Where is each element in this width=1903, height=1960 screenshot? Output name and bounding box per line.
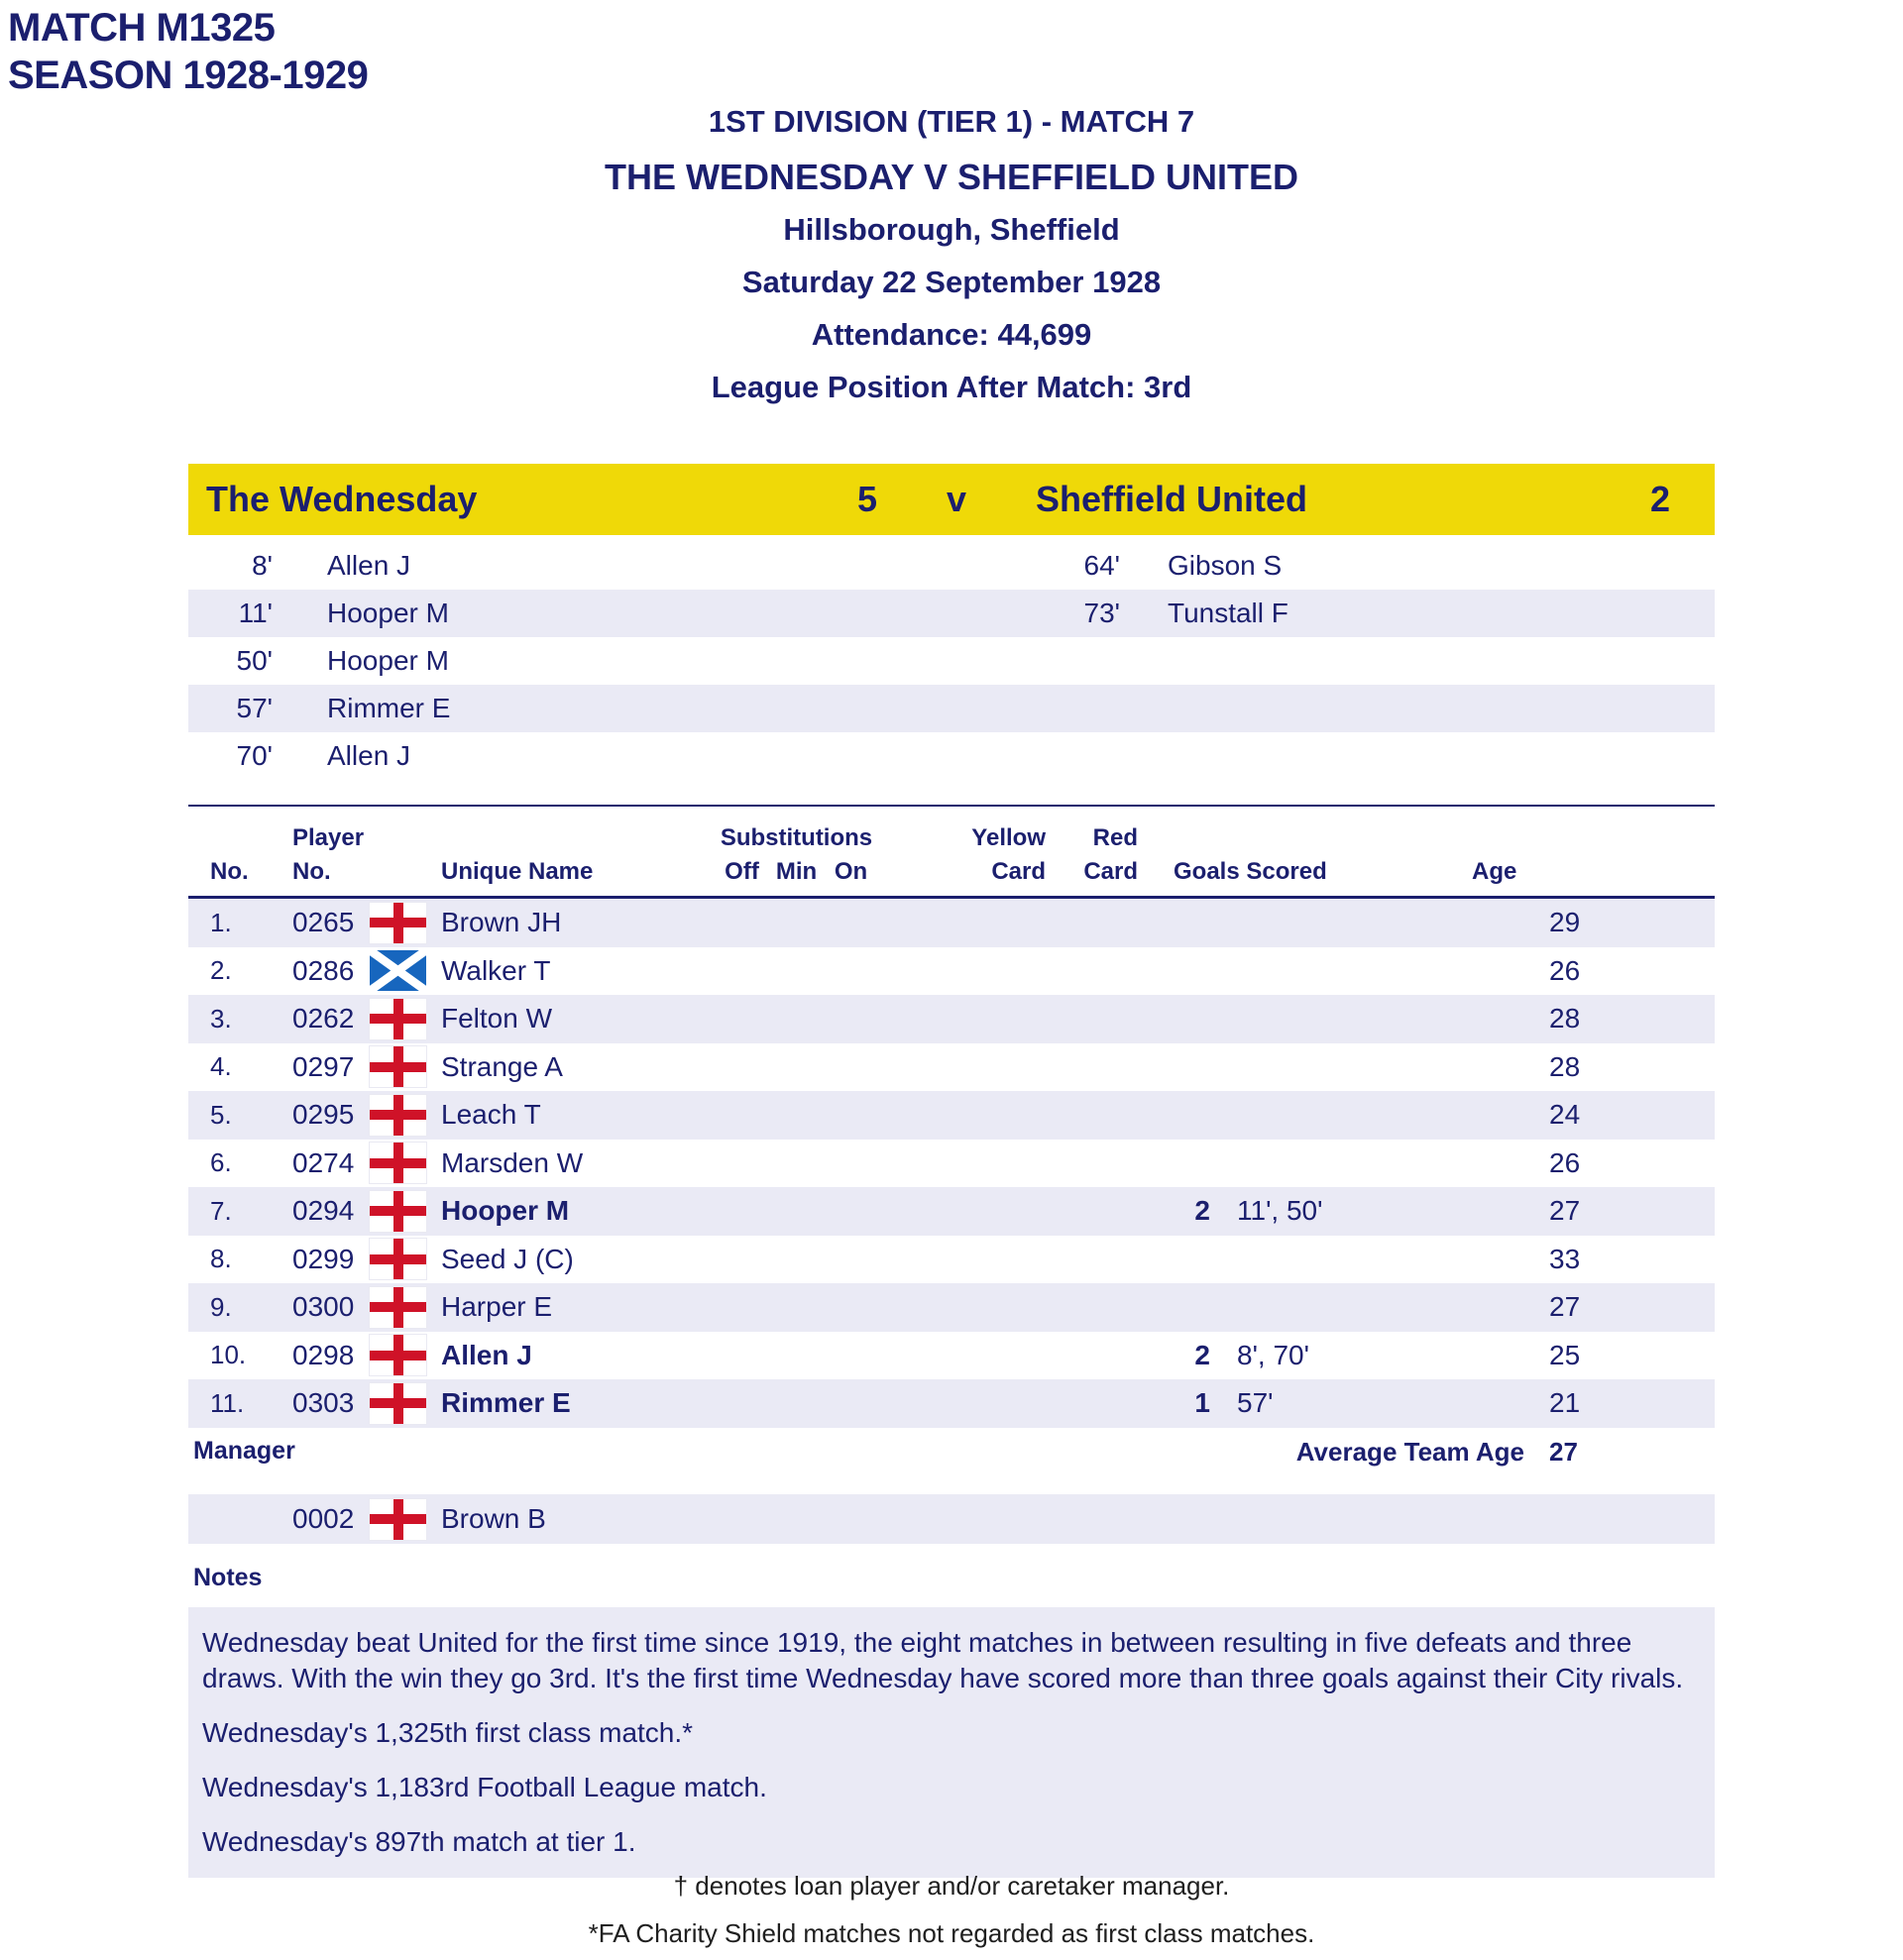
- goals-count: 1: [1194, 1387, 1210, 1419]
- england-flag-icon: [370, 1095, 426, 1136]
- scotland-flag-icon: [370, 950, 426, 991]
- goal-minutes: 11', 50': [1237, 1195, 1323, 1227]
- lineup-table-body: [188, 899, 1715, 1428]
- header-flag-spacer: [355, 807, 439, 896]
- notes-paragraph: Wednesday's 1,183rd Football League match.: [202, 1772, 767, 1802]
- player-flag-cell: [355, 1335, 439, 1375]
- player-row: [188, 947, 1715, 996]
- player-row-number: 5.: [210, 1099, 232, 1130]
- player-name: Harper E: [441, 1291, 553, 1323]
- player-flag-cell: [355, 1095, 439, 1136]
- player-flag-cell: [355, 1191, 439, 1232]
- player-number: 0274: [292, 1146, 355, 1178]
- player-name: Marsden W: [441, 1146, 584, 1178]
- venue-line: Hillsborough, Sheffield: [783, 212, 1120, 247]
- player-age: 28: [1549, 1050, 1581, 1082]
- header-red-card: Red Card: [1083, 824, 1138, 885]
- england-flag-icon: [370, 1191, 426, 1232]
- goal-player-away: Tunstall F: [1168, 598, 1288, 628]
- player-age: 25: [1549, 1339, 1581, 1370]
- player-name: Brown JH: [441, 907, 562, 938]
- goal-player-home: Hooper M: [327, 598, 449, 628]
- header-sub-min: Min: [775, 858, 818, 885]
- player-flag-cell: [355, 1287, 439, 1328]
- player-age: 28: [1549, 1003, 1581, 1034]
- england-flag-icon: [370, 1239, 426, 1279]
- player-row-number: 7.: [210, 1195, 232, 1226]
- player-name: Seed J (C): [441, 1243, 574, 1274]
- manager-number: 0002: [292, 1503, 355, 1534]
- home-score: 5: [856, 479, 878, 519]
- manager-flag-cell: [355, 1499, 439, 1540]
- goal-row: [188, 637, 1715, 685]
- player-row: [188, 1187, 1715, 1236]
- player-row-number: 6.: [210, 1147, 232, 1178]
- attendance-line: Attendance: 44,699: [811, 317, 1092, 352]
- player-flag-cell: [355, 950, 439, 991]
- player-row: [188, 1043, 1715, 1092]
- goal-row: [188, 590, 1715, 637]
- player-row: [188, 1379, 1715, 1428]
- manager-row-container: [188, 1494, 1715, 1544]
- competition-line: 1ST DIVISION (TIER 1) - MATCH 7: [708, 104, 1195, 139]
- goal-minute-home: 70': [236, 740, 273, 771]
- player-row: [188, 899, 1715, 947]
- goal-row: [188, 542, 1715, 590]
- away-score: 2: [1649, 479, 1670, 519]
- player-age: 26: [1549, 1146, 1581, 1178]
- player-row: [188, 1140, 1715, 1188]
- footnote-loan: † denotes loan player and/or caretaker manager.: [673, 1871, 1230, 1901]
- header-player-no: Player No.: [292, 824, 365, 885]
- footnote-charity-shield: *FA Charity Shield matches not regarded as first class matches.: [588, 1918, 1315, 1948]
- header-sub-off: Off: [725, 858, 759, 885]
- notes-paragraph: Wednesday's 897th match at tier 1.: [202, 1826, 636, 1857]
- player-name: Rimmer E: [441, 1387, 571, 1419]
- goal-row: [188, 732, 1715, 780]
- notes-paragraph: Wednesday beat United for the first time since 1919, the eight matches in between resulting in five defeats and three draws. With the win they go 3rd. It's the first time Wednesday have scored more than three goals against their City rivals.: [202, 1627, 1684, 1693]
- player-row-number: 10.: [210, 1340, 247, 1370]
- player-age: 29: [1549, 907, 1581, 938]
- player-row: [188, 1236, 1715, 1284]
- player-number: 0286: [292, 954, 355, 986]
- goals-count: 2: [1194, 1339, 1210, 1370]
- average-team-age-label: Average Team Age: [1295, 1437, 1524, 1467]
- goal-player-away: Gibson S: [1168, 550, 1283, 581]
- match-id: MATCH M1325: [8, 6, 276, 50]
- goal-minute-away: 64': [1083, 550, 1120, 581]
- goal-minutes: 57': [1237, 1387, 1274, 1419]
- player-name: Leach T: [441, 1099, 541, 1131]
- date-line: Saturday 22 September 1928: [741, 265, 1162, 299]
- player-row: [188, 1091, 1715, 1140]
- player-name: Hooper M: [441, 1195, 570, 1227]
- player-row-number: 8.: [210, 1244, 232, 1274]
- goal-scorers-list: [188, 542, 1715, 780]
- versus-label: v: [946, 479, 967, 519]
- header-sub-on: On: [834, 858, 868, 885]
- england-flag-icon: [370, 1287, 426, 1328]
- goal-minute-home: 8': [252, 550, 273, 581]
- goals-count: 2: [1194, 1195, 1210, 1227]
- player-name: Strange A: [441, 1050, 563, 1082]
- goal-minutes: 8', 70': [1237, 1339, 1309, 1370]
- goal-player-home: Rimmer E: [327, 693, 451, 723]
- england-flag-icon: [370, 1143, 426, 1183]
- league-position-line: League Position After Match: 3rd: [711, 370, 1192, 404]
- player-row-number: 11.: [210, 1387, 245, 1418]
- player-number: 0300: [292, 1291, 355, 1323]
- page-title: [8, 4, 368, 99]
- manager-label: Manager: [193, 1437, 295, 1465]
- goal-player-home: Hooper M: [327, 645, 449, 676]
- average-team-age-value: 27: [1549, 1437, 1578, 1467]
- header-age: Age: [1472, 858, 1517, 885]
- england-flag-icon: [370, 999, 426, 1039]
- goal-minute-away: 73': [1083, 598, 1120, 628]
- player-row-number: 3.: [210, 1003, 232, 1034]
- player-number: 0298: [292, 1339, 355, 1370]
- player-row-number: 4.: [210, 1051, 232, 1082]
- player-name: Felton W: [441, 1003, 553, 1034]
- player-number: 0294: [292, 1195, 355, 1227]
- player-number: 0262: [292, 1003, 355, 1034]
- player-age: 26: [1549, 954, 1581, 986]
- player-number: 0303: [292, 1387, 355, 1419]
- player-age: 33: [1549, 1243, 1581, 1274]
- player-row: [188, 1332, 1715, 1380]
- goal-minute-home: 11': [238, 598, 273, 628]
- player-number: 0299: [292, 1243, 355, 1274]
- manager-name: Brown B: [441, 1503, 546, 1534]
- england-flag-icon: [370, 1499, 426, 1540]
- england-flag-icon: [370, 903, 426, 943]
- player-age: 27: [1549, 1291, 1581, 1323]
- notes-label: Notes: [193, 1564, 263, 1591]
- player-age: 24: [1549, 1099, 1581, 1131]
- home-team-name: The Wednesday: [206, 479, 478, 519]
- player-number: 0297: [292, 1050, 355, 1082]
- england-flag-icon: [370, 1046, 426, 1087]
- header-yellow-card: Yellow Card: [971, 824, 1046, 885]
- player-row: [188, 995, 1715, 1043]
- goal-row: [188, 685, 1715, 732]
- player-row: [188, 1283, 1715, 1332]
- player-flag-cell: [355, 1383, 439, 1424]
- notes-paragraph: Wednesday's 1,325th first class match.*: [202, 1717, 694, 1748]
- away-team-name: Sheffield United: [1036, 479, 1308, 519]
- season-label: SEASON 1928-1929: [8, 54, 369, 97]
- player-flag-cell: [355, 999, 439, 1039]
- lineup-table: [188, 805, 1715, 1428]
- player-flag-cell: [355, 903, 439, 943]
- player-name: Walker T: [441, 954, 551, 986]
- goal-minute-home: 50': [236, 645, 273, 676]
- player-number: 0265: [292, 907, 355, 938]
- goal-player-home: Allen J: [327, 740, 411, 771]
- player-row-number: 1.: [210, 907, 232, 937]
- player-name: Allen J: [441, 1339, 532, 1370]
- player-row-number: 9.: [210, 1291, 232, 1322]
- header-unique-name: Unique Name: [441, 858, 594, 885]
- header-substitutions: Substitutions Off Min On: [715, 807, 878, 896]
- score-banner: [188, 464, 1715, 535]
- goal-player-home: Allen J: [327, 550, 411, 581]
- match-header: [0, 103, 1903, 421]
- player-age: 27: [1549, 1195, 1581, 1227]
- player-flag-cell: [355, 1239, 439, 1279]
- lineup-table-header: [188, 805, 1715, 899]
- player-age: 21: [1549, 1387, 1581, 1419]
- header-goals-scored: Goals Scored: [1174, 858, 1327, 885]
- england-flag-icon: [370, 1383, 426, 1424]
- header-row-no: No.: [210, 858, 249, 885]
- notes-box: [188, 1607, 1715, 1878]
- manager-average-age-line: [188, 1437, 1715, 1468]
- player-flag-cell: [355, 1046, 439, 1087]
- goal-minute-home: 57': [236, 693, 273, 723]
- player-row-number: 2.: [210, 955, 232, 986]
- player-flag-cell: [355, 1143, 439, 1183]
- player-number: 0295: [292, 1099, 355, 1131]
- fixture-line: THE WEDNESDAY V SHEFFIELD UNITED: [604, 157, 1299, 197]
- manager-row: [188, 1494, 1715, 1544]
- england-flag-icon: [370, 1335, 426, 1375]
